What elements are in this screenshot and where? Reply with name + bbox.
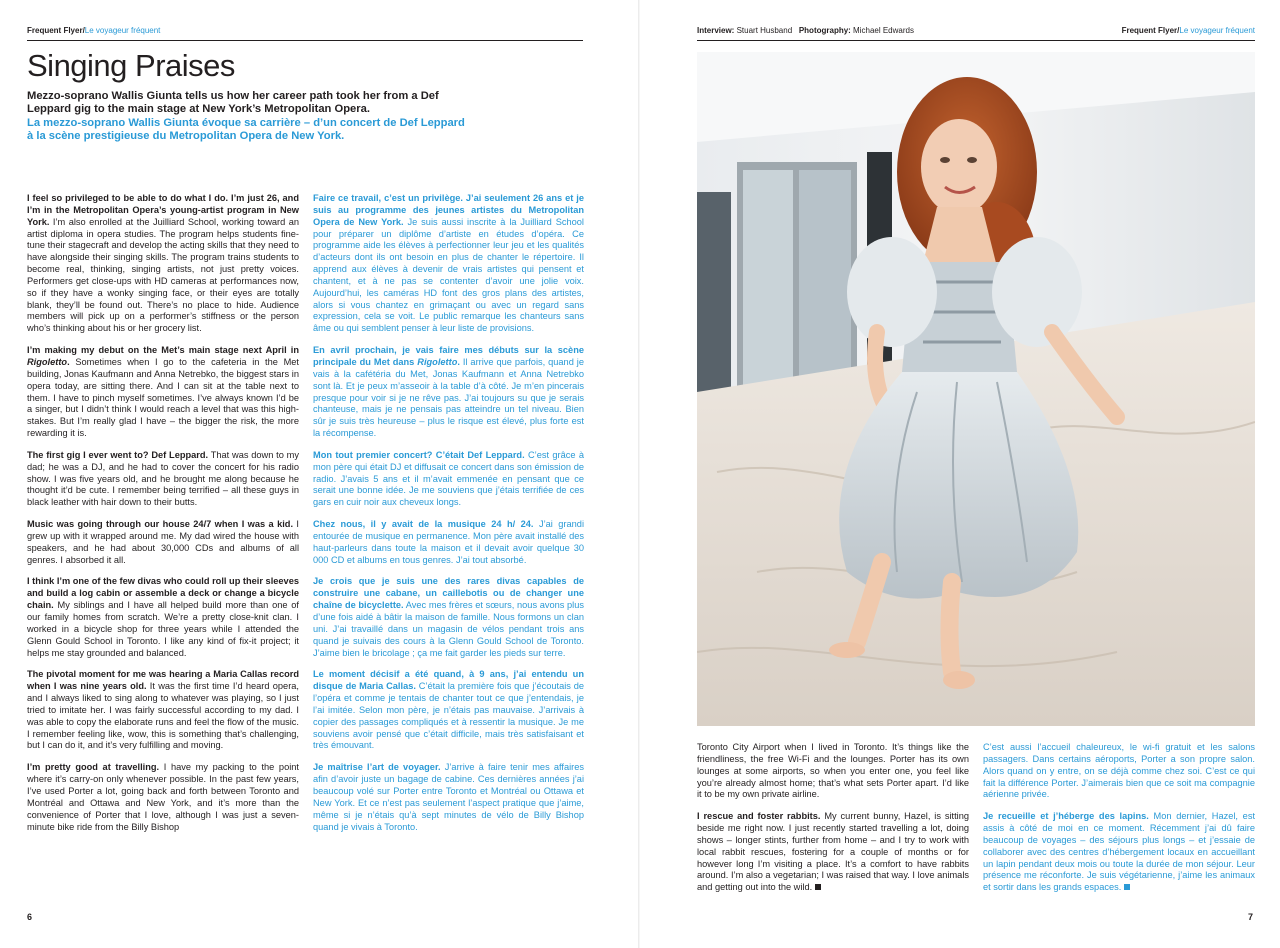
paragraph: I’m pretty good at travelling. I have my packing to the point where it’s carry-on only whenever possible. In the past few years, I’ve used Porter a lot, going back and forth between Toronto and Montréal and Ottawa and New York, and it’s more than the convenience of Porter that I love, although I was just a seven-minute bike ride from the Billy Bishop <box>27 762 299 832</box>
credit-photo-name: Michael Edwards <box>850 26 914 35</box>
right-page <box>640 0 1280 948</box>
paragraph: Je maîtrise l’art de voyager. J’arrive à faire tenir mes affaires afin d’avoir juste un bagage de cabine. Ces dernières années j’ai beaucoup volé sur Porter entre Toronto et Montréal ou Ottawa et New York. Et ce n’est pas seulement l’aspect pratique que j’aime, même si je n’étais qu’à sept minutes de vélo de Billy Bishop quand je vivais à Toronto. <box>313 762 584 832</box>
paragraph: Mon tout premier concert? C’était Def Leppard. C’est grâce à mon père qui était DJ et diffusait ce concert dans son émission de radio. J’avais 5 ans et il m’avait emmenée en pensant que ce serait une bonne idée. Je me souviens que j’étais terrifiée de ces gars en cuir noir aux cheveux longs. <box>313 449 584 508</box>
credits <box>697 26 914 35</box>
paragraph: Je recueille et j’héberge des lapins. Mon dernier, Hazel, est assis à côté de moi en ce moment. Récemment j’ai dû faire beaucoup de voyages – des séjours plus longs – et j’essaie de collaborer avec des centres d’hébergement locaux en accueillant un lapin pendant deux mois ou toute la durée de mon séjour. Leur présence me réconforte. Je suis végétarienne, j’aime les animaux et sortir dans les grands espaces. <box>983 811 1256 893</box>
credit-photo-label: Photography: <box>798 26 851 35</box>
running-header-right <box>1122 26 1255 35</box>
running-header <box>27 26 160 35</box>
header-rule <box>697 40 1255 41</box>
paragraph: Le moment décisif a été quand, à 9 ans, j’ai entendu un disque de Maria Callas. C’était la première fois que j’écoutais de l’opéra et comme je tentais de chanter tout ce que j’entendais, je l’ai imitée. Selon mon père, je n’étais pas mauvaise. J’arrivais à copier des passages compliqués et à ressentir la musique. Je me souviens avoir pensé que c’était difficile, mais très satisfaisant et très émouvant. <box>313 669 584 751</box>
header-rule <box>27 40 583 41</box>
paragraph: Chez nous, il y avait de la musique 24 h/ 24. J’ai grandi entourée de musique en permanence. Mon père avait installé des haut-parleurs dans toute la maison et il devait avoir quelque 30 000 CD et albums en tous genres. J’ai tout absorbé. <box>313 519 585 565</box>
credit-interview-name: Stuart Husband <box>734 26 793 35</box>
deck-en: Mezzo-soprano Wallis Giunta tells us how her career path took her from a Def Leppard gig to the main stage at New York’s Metropolitan Opera. <box>27 90 439 116</box>
paragraph: I rescue and foster rabbits. My current bunny, Hazel, is sitting beside me right now. I just recently started travelling a lot, doing shows – longer stints, further from home – and I try to work with local rabbit rescues, fostering for a couple of months or for however long I’m visiting a place. It’s a comfort to have rabbits around. I’m also a vegetarian; I was raised that way. I love animals and getting out into the wild. <box>697 811 969 893</box>
article-deck <box>27 90 467 144</box>
paragraph: I think I’m one of the few divas who could roll up their sleeves and build a log cabin or assemble a deck or change a bicycle chain. My siblings and I have all helped build more than one of our family homes from scratch. We’re a pretty close-knit clan. I worked in a bicycle shop for three years while I attended the Glenn Gould School in Toronto. I like any kind of fix-it project; it helps me stay grounded and balanced. <box>27 576 299 658</box>
paragraph: I’m making my debut on the Met’s main stage next April in Rigoletto. Sometimes when I go to the cafeteria in the Met building, Jonas Kaufmann and Anna Netrebko, the biggest stars in opera today, are sitting there. And I can sit at the table next to them. I have to pinch myself sometimes. I’ve always known I’d be a singer, but I didn’t think I would reach a level that was this high-stakes. But I’m really glad I have – the bigger the risk, the more rewarding it is. <box>27 345 299 439</box>
portrait-photo <box>697 52 1255 726</box>
paragraph: Toronto City Airport when I lived in Toronto. It’s things like the friendliness, the free Wi-Fi and the lounges. Porter has its own lounges at some airports, so when you enter one, you feel like you’re already almost home; that’s what sets Porter apart. I’d like it to be my own private airline. <box>697 742 969 800</box>
deck-fr: La mezzo-soprano Wallis Giunta évoque sa carrière – d’un concert de Def Leppard à la scène prestigieuse du Metropolitan Opera de New York. <box>27 116 465 143</box>
paragraph: Faire ce travail, c’est un privilège. J’ai seulement 26 ans et je suis au programme des jeunes artistes du Metropolitan Opera de New York. Je suis aussi inscrite à la Juilliard School pour préparer un diplôme d’artiste en études d’opéra. Ce programme aide les élèves à perfectionner leur jeu et les qualités d’acteurs dont ils ont besoin en plus de chanter le répertoire. Il apprend aux élèves à devenir de vrais artistes qui pensent et chantent, et à ne pas se contenter d’avoir une jolie voix. Aujourd’hui, les caméras HD font des gros plans des artistes, alors si vous chantez en grimaçant ou avec un regard sans expression, cela se voit. Le public remarque les chanteurs sans âme ou qui semblent penser à leur liste de provisions. <box>313 193 584 334</box>
page-number-right: 7 <box>1247 912 1253 922</box>
page-number-left: 6 <box>27 912 33 922</box>
column-en-right <box>697 742 969 904</box>
portrait-illustration <box>697 52 1255 726</box>
column-fr-left <box>313 193 584 843</box>
paragraph: C’est aussi l’accueil chaleureux, le wi-fi gratuit et les salons passagers. Dans certains aéroports, Porter a son propre salon. Alors quand on y entre, on se déjà comme chez soi. C’est ce qui fait la différence Porter. J’aimerais bien que ce soit ma compagnie aérienne privée. <box>983 742 1255 800</box>
article-title: Singing Praises <box>27 48 235 83</box>
header-fr: Le voyageur fréquent <box>1179 26 1255 35</box>
paragraph: The first gig I ever went to? Def Leppard. That was down to my dad; he was a DJ, and he had to cover the concert for his radio show. I was five years old, and he brought me along because he thought it’d be cute. I remember being terrified – all these guys in black leather with hair down to their butts. <box>27 449 299 508</box>
header-en: Frequent Flyer/ <box>1121 26 1180 35</box>
paragraph: En avril prochain, je vais faire mes débuts sur la scène principale du Met dans Rigoletto. Il arrive que parfois, quand je vais à la cafétéria du Met, Jonas Kaufmann et Anna Netrebko sont là. Et je peux m’asseoir à la table d’à côté. Je m’en pincerais presque pour voir si je ne rêve pas. J’ai toujours su que je serais chanteuse, mais je ne pensais pas atteindre un tel niveau. Bien sûr je suis très heureuse – plus le risque est élevé, plus forte est la récompense. <box>313 345 584 439</box>
paragraph: The pivotal moment for me was hearing a Maria Callas record when I was nine years old. It was the first time I’d heard opera, and I always liked to sing along to whatever was playing, so I just tried to imitate her. I was fairly successful according to my dad. I was able to copy the elaborate runs and feel the flow of the music. I remember feeling like, wow, this is something that’s challenging, but I can do it, and it’s very fulfilling and moving. <box>27 669 299 751</box>
end-mark <box>1124 884 1130 890</box>
header-fr: Le voyageur fréquent <box>84 26 161 35</box>
paragraph: Je crois que je suis une des rares divas capables de construire une cabane, un caillebotis ou de changer une chaîne de bicyclette. Avec mes frères et sœurs, nous avons plus d’une fois aidé à bâtir la maison de famille. Nous formons un clan uni. J’ai travaillé dans un magasin de vélos pendant trois ans quand je suivais des cours à la Glenn Gould School de Toronto. J’aime bien le bricolage ; ça me fait garder les pieds sur terre. <box>313 576 585 658</box>
column-fr-right <box>983 742 1255 904</box>
paragraph: Music was going through our house 24/7 when I was a kid. I grew up with it wrapped around me. My dad wired the house with speakers, and he had about 30,000 CDs and albums of all genres. I absorbed it all. <box>27 519 299 565</box>
header-en: Frequent Flyer/ <box>27 26 85 35</box>
column-en-left <box>27 193 299 843</box>
paragraph: I feel so privileged to be able to do what I do. I’m just 26, and I’m in the Metropolitan Opera’s young-artist program in New York. I’m also enrolled at the Juilliard School, working toward an artist diploma in opera studies. The program helps students fine-tune their stagecraft and develop the acting skills that they need to have alongside their singing skills. The program trains students to become real, thinking, singing artists, not just pretty voices. Performers get close-ups with HD cameras at performances now, so if they have a wonky singing face, or their eyes are totally blank, they’ll be found out. There’s no place to hide. Audience members will pick up on a performer’s stiffness or the person who’s thinking about his or her grocery list. <box>27 193 299 334</box>
credit-interview-label: Interview: <box>697 26 735 35</box>
end-mark <box>815 884 821 890</box>
